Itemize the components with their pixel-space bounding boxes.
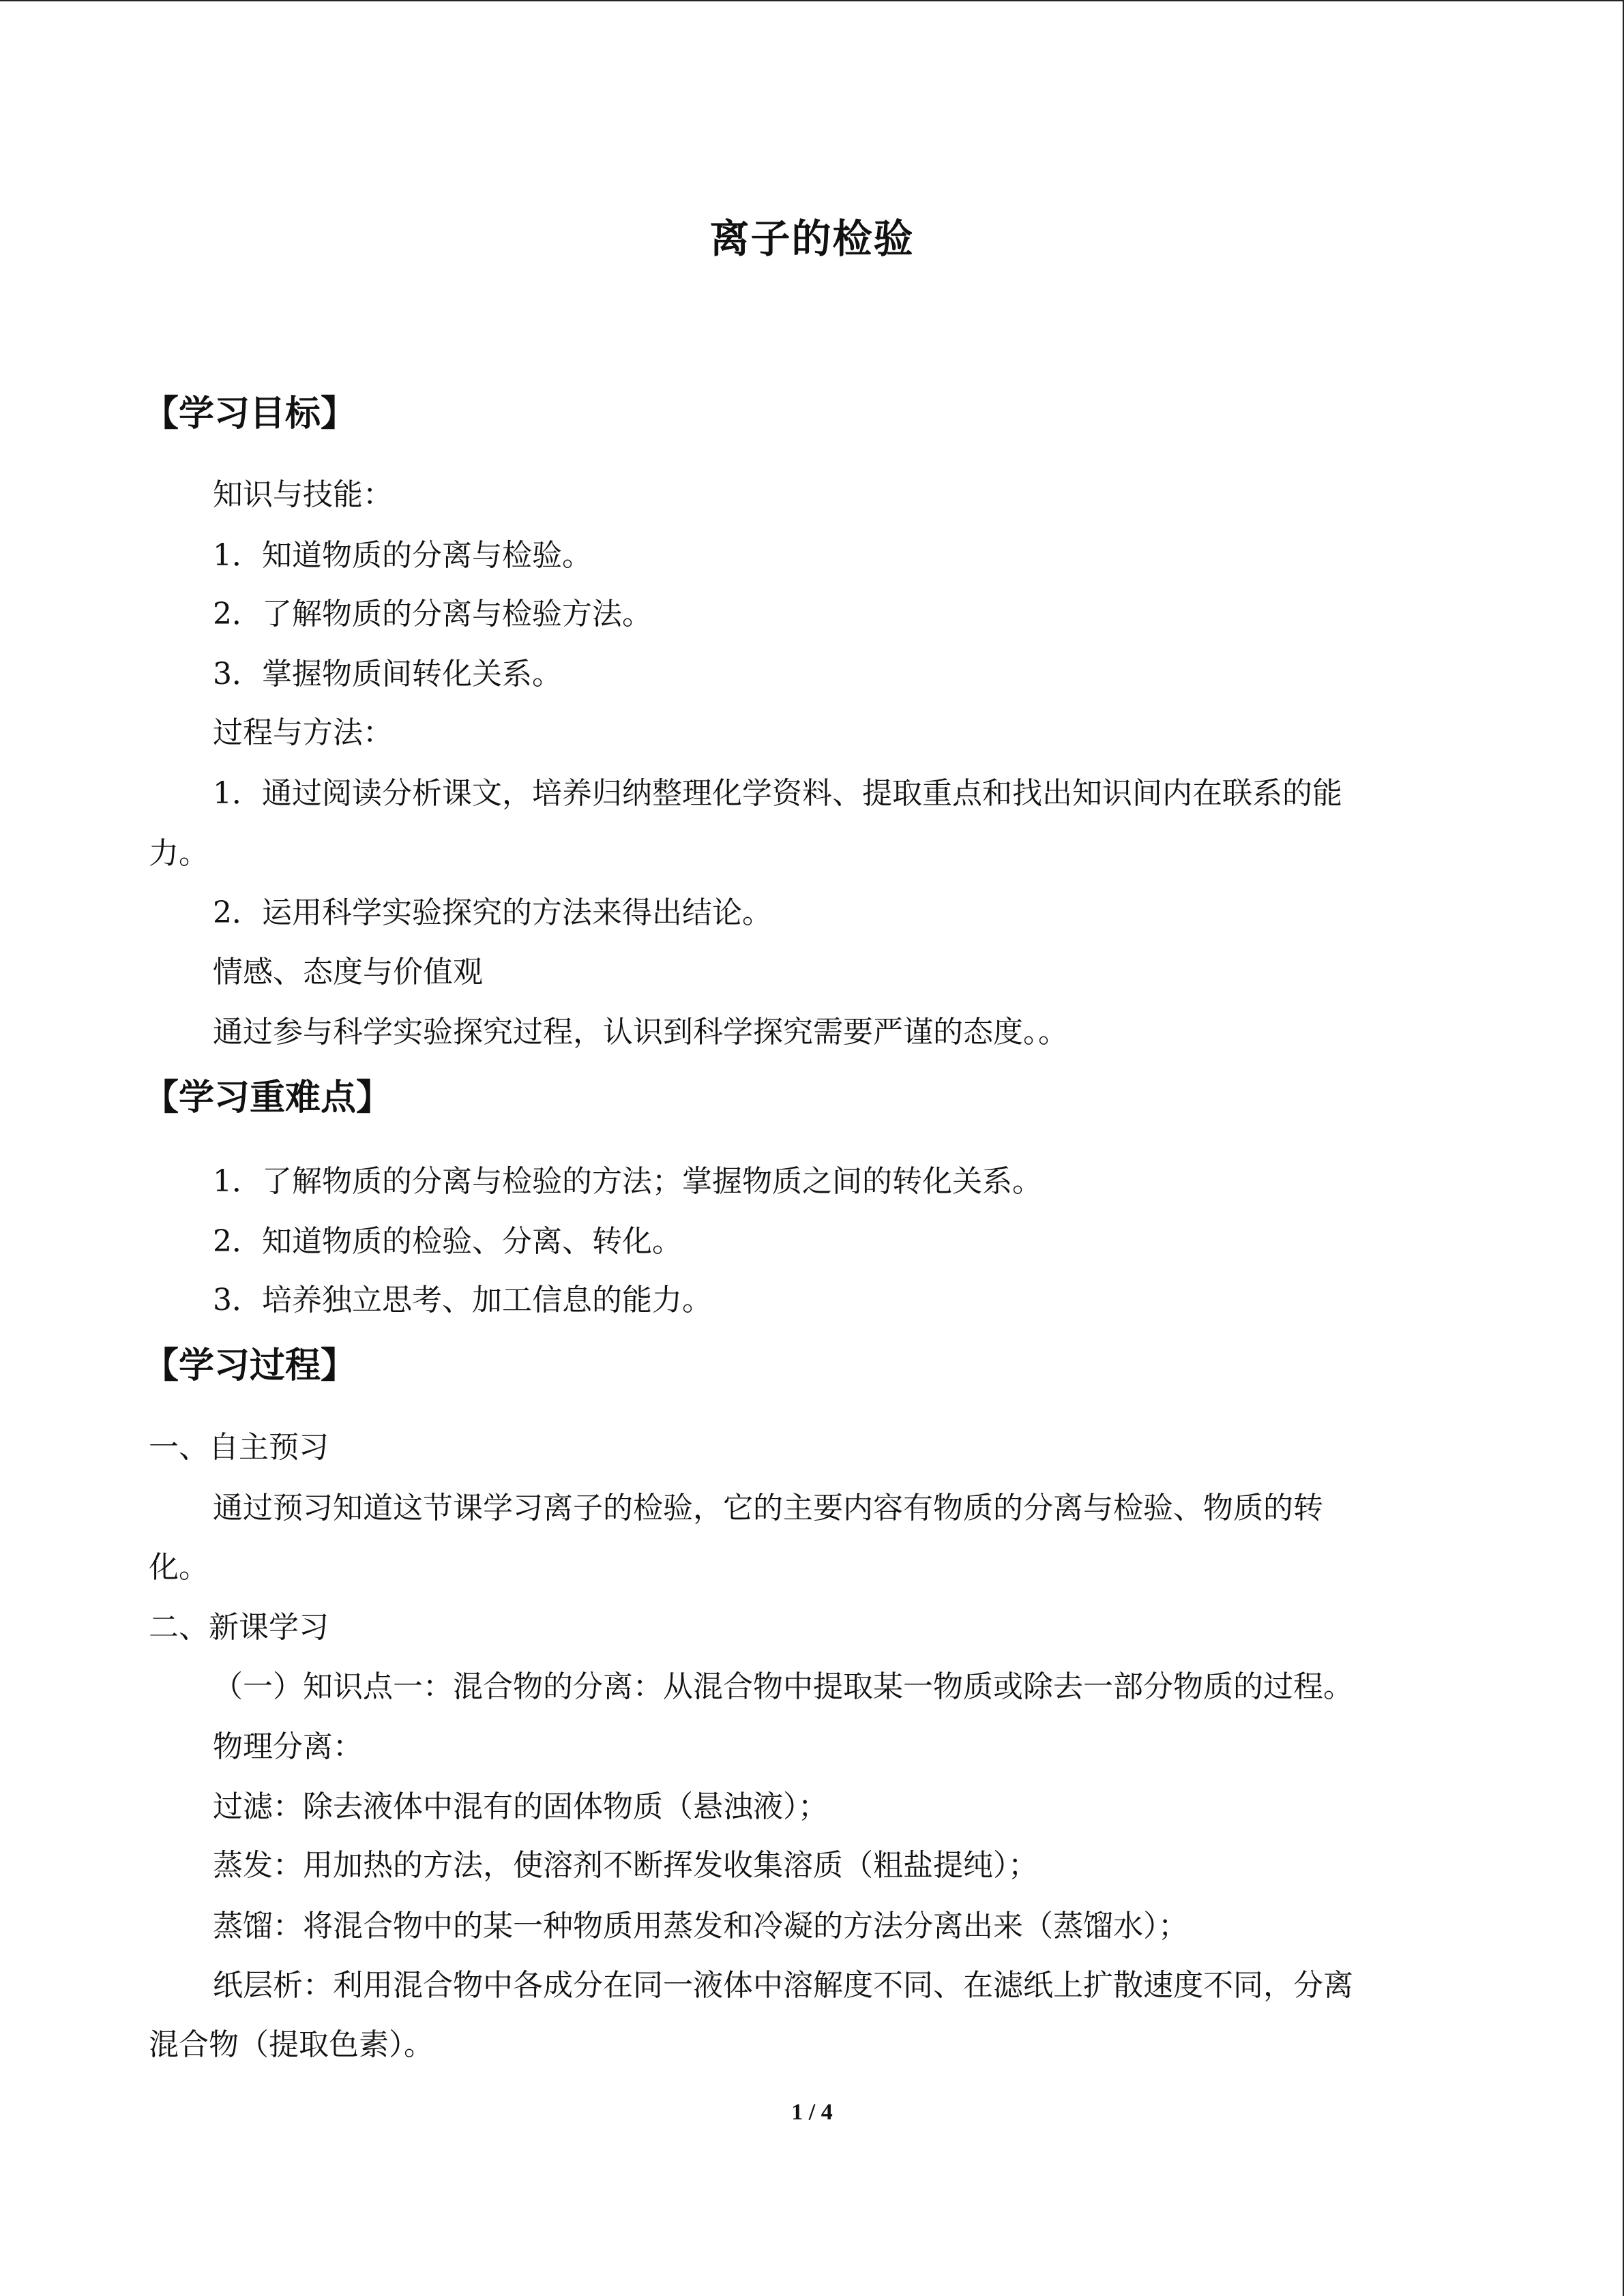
paragraph-line: 混合物（提取色素）。 xyxy=(149,2027,434,2062)
page-number: 1 / 4 xyxy=(791,2100,833,2125)
paragraph-line: 2．运用科学实验探究的方法来得出结论。 xyxy=(213,895,772,930)
paragraph-line: 蒸发：用加热的方法，使溶剂不断挥发收集溶质（粗盐提纯）； xyxy=(213,1848,1038,1883)
paragraph-line: 物理分离： xyxy=(213,1729,363,1764)
paragraph-line: 通过参与科学实验探究过程，认识到科学探究需要严谨的态度。。 xyxy=(213,1015,1068,1049)
paragraph-line: 过程与方法： xyxy=(213,715,393,750)
paragraph-line: 力。 xyxy=(149,836,209,871)
paragraph-line: 过滤：除去液体中混有的固体物质（悬浊液）； xyxy=(213,1789,828,1824)
paragraph-line: 知识与技能： xyxy=(213,477,393,512)
paragraph-line: 1．知道物质的分离与检验。 xyxy=(213,538,592,573)
paragraph-line: 二、新课学习 xyxy=(149,1610,329,1645)
section-heading-process: 【学习过程】 xyxy=(143,1345,357,1386)
paragraph-line: 蒸馏：将混合物中的某一种物质用蒸发和冷凝的方法分离出来（蒸馏水）； xyxy=(213,1909,1188,1943)
paragraph-line: 3．掌握物质间转化关系。 xyxy=(213,657,562,691)
paragraph-line: 通过预习知道这节课学习离子的检验，它的主要内容有物质的分离与检验、物质的转 xyxy=(213,1491,1323,1525)
paragraph-line: 3．培养独立思考、加工信息的能力。 xyxy=(213,1283,712,1317)
paragraph-line: 2．了解物质的分离与检验方法。 xyxy=(213,597,652,631)
paragraph-line: 一、自主预习 xyxy=(149,1430,329,1465)
paragraph-line: 情感、态度与价值观 xyxy=(213,955,483,989)
paragraph-line: 1．了解物质的分离与检验的方法；掌握物质之间的转化关系。 xyxy=(213,1164,1042,1199)
section-heading-goals: 【学习目标】 xyxy=(143,393,357,434)
paragraph-line: 纸层析：利用混合物中各成分在同一液体中溶解度不同、在滤纸上扩散速度不同，分离 xyxy=(213,1968,1353,2003)
paragraph-line: 化。 xyxy=(149,1550,209,1585)
document-title: 离子的检验 xyxy=(709,215,915,262)
section-heading-difficulties: 【学习重难点】 xyxy=(143,1077,392,1118)
paragraph-line: 1．通过阅读分析课文，培养归纳整理化学资料、提取重点和找出知识间内在联系的能 xyxy=(213,776,1342,811)
paragraph-line: 2．知道物质的检验、分离、转化。 xyxy=(213,1224,682,1259)
paragraph-line: （一）知识点一：混合物的分离：从混合物中提取某一物质或除去一部分物质的过程。 xyxy=(213,1669,1353,1704)
